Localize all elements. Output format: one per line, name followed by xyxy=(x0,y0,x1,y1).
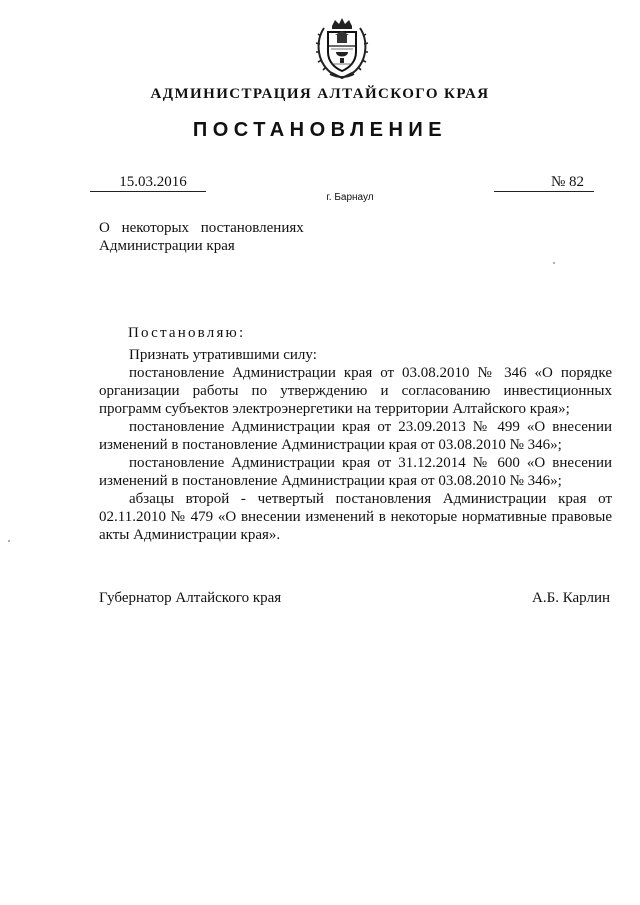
body-paragraph: постановление Администрации края от 03.08.2010 № 346 «О порядке организации работы по утверждению и согласованию инвестиционных программ субъектов электроэнергетики на территории Алтайского края»; xyxy=(99,365,612,417)
subject-line-2: Администрации края xyxy=(99,238,235,254)
document-number: № 82 xyxy=(550,174,584,190)
body-paragraph: Признать утратившими силу: xyxy=(129,347,317,363)
altai-krai-coat-of-arms-icon xyxy=(312,16,372,82)
body-paragraph: постановление Администрации края от 31.12.2014 № 600 «О внесении изменений в постановление Администрации края от 03.08.2010 № 346»; xyxy=(99,455,612,489)
document-type-title: ПОСТАНОВЛЕНИЕ xyxy=(192,119,448,141)
subject-line-1: О некоторых постановлениях xyxy=(99,220,304,236)
scan-speck xyxy=(553,262,555,264)
resolution-body xyxy=(99,346,612,544)
document-date: 15.03.2016 xyxy=(119,174,187,190)
document-number-field xyxy=(494,173,594,192)
resolution-preamble: Постановляю: xyxy=(128,325,246,341)
body-paragraph: абзацы второй - четвертый постановления Администрации края от 02.11.2010 № 479 «О внесении изменений в некоторые нормативные правовые акты Администрации края». xyxy=(99,491,612,543)
organization-name: АДМИНИСТРАЦИЯ АЛТАЙСКОГО КРАЯ xyxy=(150,86,490,102)
city-label: г. Барнаул xyxy=(326,192,374,203)
document-subject xyxy=(99,219,349,255)
signatory-position: Губернатор Алтайского края xyxy=(99,590,282,606)
scan-speck xyxy=(8,540,10,542)
document-date-field xyxy=(90,173,206,192)
body-paragraph: постановление Администрации края от 23.09.2013 № 499 «О внесении изменений в постановление Администрации края от 03.08.2010 № 346»; xyxy=(99,419,612,453)
signatory-name: А.Б. Карлин xyxy=(532,590,611,606)
